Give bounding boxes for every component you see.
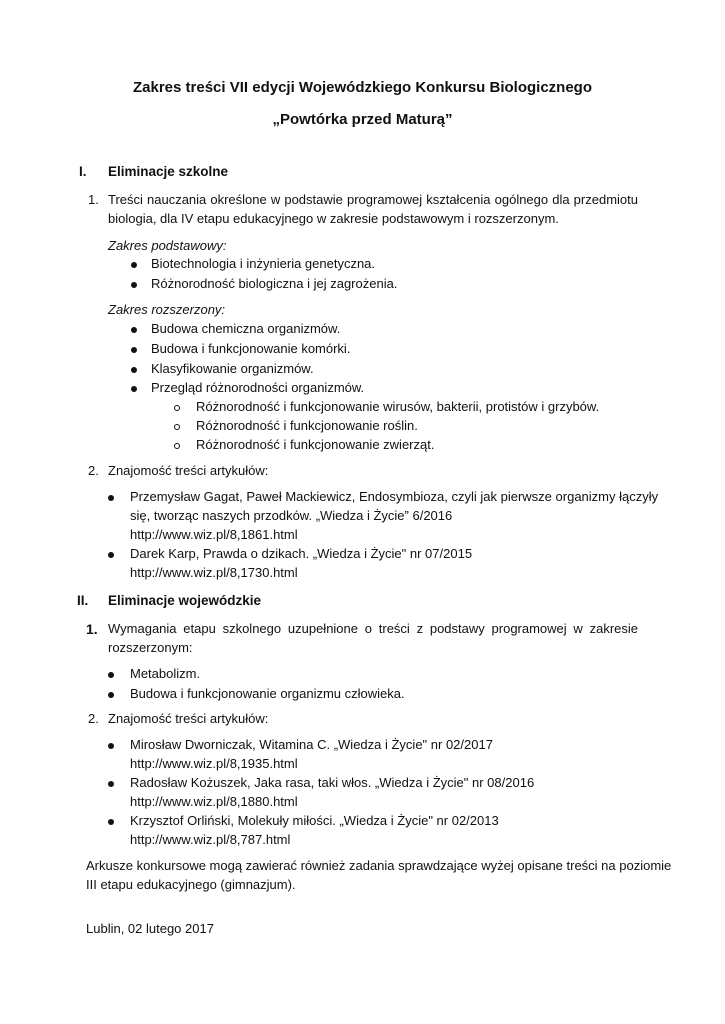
basic-item: Różnorodność biologiczna i jej zagrożenia. (151, 276, 398, 291)
bullet-icon (131, 262, 137, 268)
article-line: się, tworząc naszych przodków. „Wiedza i Życie” 6/2016 (130, 508, 453, 523)
bullet-icon (131, 327, 137, 333)
s1-item-1-number: 1. (88, 192, 99, 207)
article-url: http://www.wiz.pl/8,787.html (130, 832, 291, 847)
article-line: Radosław Kożuszek, Jaka rasa, taki włos. „Wiedza i Życie" nr 08/2016 (130, 775, 535, 790)
document-subtitle: „Powtórka przed Maturą” (272, 111, 453, 128)
s1-item-2-number: 2. (88, 463, 99, 478)
section-2-title: Eliminacje wojewódzkie (108, 593, 262, 608)
s2-item-2-number: 2. (88, 711, 99, 726)
article-url: http://www.wiz.pl/8,1935.html (130, 756, 298, 771)
extended-item: Budowa i funkcjonowanie komórki. (151, 341, 351, 356)
note-line-1: Arkusze konkursowe mogą zawierać również zadania sprawdzające wyżej opisane treści na poziomie (86, 858, 672, 873)
extended-item: Przegląd różnorodności organizmów. (151, 380, 365, 395)
bullet-icon (108, 552, 114, 558)
s1-item-1-line-2: biologia, dla IV etapu edukacyjnego w zakresie podstawowym i rozszerzonym. (108, 211, 559, 226)
article-url: http://www.wiz.pl/8,1730.html (130, 565, 298, 580)
bullet-icon (131, 282, 137, 288)
note-line-2: III etapu edukacyjnego (gimnazjum). (86, 877, 296, 892)
bullet-icon (131, 367, 137, 373)
section-1-title: Eliminacje szkolne (108, 164, 229, 179)
bullet-icon (131, 386, 137, 392)
s2-item-2-text: Znajomość treści artykułów: (108, 711, 269, 726)
bullet-icon (108, 819, 114, 825)
bullet-icon (108, 495, 114, 501)
article-line: Krzysztof Orliński, Molekuły miłości. „Wiedza i Życie" nr 02/2013 (130, 813, 499, 828)
article-line: Mirosław Dworniczak, Witamina C. „Wiedza i Życie" nr 02/2017 (130, 737, 493, 752)
s2-item-1-line-2: rozszerzonym: (108, 640, 193, 655)
basic-scope-label: Zakres podstawowy: (108, 238, 227, 253)
sub-item: Różnorodność i funkcjonowanie wirusów, bakterii, protistów i grzybów. (196, 399, 600, 414)
sub-bullet-icon (174, 443, 180, 449)
document-title: Zakres treści VII edycji Wojewódzkiego Konkursu Biologicznego (133, 79, 592, 96)
document-date: Lublin, 02 lutego 2017 (86, 921, 214, 936)
bullet-icon (108, 743, 114, 749)
sub-item: Różnorodność i funkcjonowanie zwierząt. (196, 437, 435, 452)
article-url: http://www.wiz.pl/8,1861.html (130, 527, 298, 542)
article-line: Darek Karp, Prawda o dzikach. „Wiedza i Życie" nr 07/2015 (130, 546, 473, 561)
sub-item: Różnorodność i funkcjonowanie roślin. (196, 418, 418, 433)
s2-item: Budowa i funkcjonowanie organizmu człowieka. (130, 686, 405, 701)
section-2-number: II. (77, 593, 89, 608)
extended-item: Klasyfikowanie organizmów. (151, 361, 314, 376)
basic-item: Biotechnologia i inżynieria genetyczna. (151, 256, 376, 271)
s1-item-2-text: Znajomość treści artykułów: (108, 463, 269, 478)
sub-bullet-icon (174, 424, 180, 430)
s2-item: Metabolizm. (130, 666, 201, 681)
extended-item: Budowa chemiczna organizmów. (151, 321, 341, 336)
sub-bullet-icon (174, 405, 180, 411)
section-1-number: I. (79, 164, 87, 179)
extended-scope-label: Zakres rozszerzony: (108, 302, 226, 317)
bullet-icon (108, 781, 114, 787)
bullet-icon (108, 692, 114, 698)
s2-item-1-line-1: Wymagania etapu szkolnego uzupełnione o treści z podstawy programowej w zakresie (108, 621, 638, 636)
s2-item-1-number: 1. (86, 621, 98, 637)
bullet-icon (108, 672, 114, 678)
article-url: http://www.wiz.pl/8,1880.html (130, 794, 298, 809)
bullet-icon (131, 347, 137, 353)
s1-item-1-line-1: Treści nauczania określone w podstawie programowej kształcenia ogólnego dla przedmiotu (108, 192, 638, 207)
article-line: Przemysław Gagat, Paweł Mackiewicz, Endosymbioza, czyli jak pierwsze organizmy łączyły (130, 489, 659, 504)
